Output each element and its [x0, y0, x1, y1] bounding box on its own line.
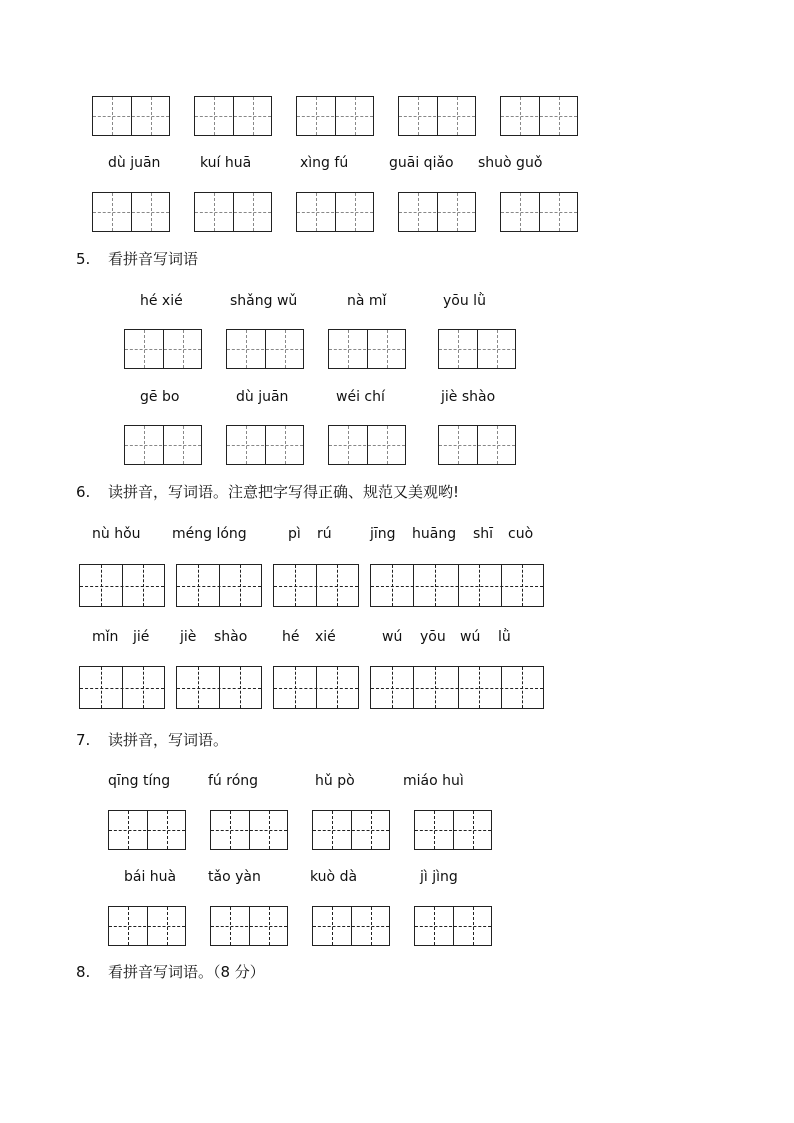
- question-number: 8.: [76, 963, 91, 981]
- tianzige-box[interactable]: [273, 666, 359, 709]
- tianzige-box[interactable]: [398, 96, 476, 136]
- question-prompt: 看拼音写词语: [108, 250, 199, 268]
- tianzige-box[interactable]: [296, 96, 374, 136]
- pinyin-label: pì: [288, 526, 301, 542]
- tianzige-box[interactable]: [124, 425, 202, 465]
- tianzige-box[interactable]: [176, 666, 262, 709]
- pinyin-label: hǔ pò: [315, 773, 355, 789]
- tianzige-box[interactable]: [312, 906, 390, 946]
- pinyin-label: nà mǐ: [347, 293, 387, 309]
- pinyin-label: dù juān: [236, 389, 289, 405]
- tianzige-box[interactable]: [194, 96, 272, 136]
- tianzige-box[interactable]: [414, 906, 492, 946]
- question-prompt: 读拼音，写词语。注意把字写得正确、规范又美观哟!: [108, 483, 460, 501]
- question-prompt: 看拼音写词语。（8 分）: [108, 963, 265, 981]
- tianzige-box[interactable]: [79, 564, 165, 607]
- pinyin-label: wú: [382, 629, 403, 645]
- question-7-heading: [76, 731, 228, 749]
- tianzige-box[interactable]: [438, 329, 516, 369]
- pinyin-label: wéi chí: [336, 389, 385, 405]
- tianzige-box[interactable]: [226, 425, 304, 465]
- tianzige-box[interactable]: [210, 810, 288, 850]
- tianzige-box[interactable]: [194, 192, 272, 232]
- tianzige-box[interactable]: [273, 564, 359, 607]
- pinyin-label: jīng: [370, 526, 396, 542]
- pinyin-label: kuí huā: [200, 155, 252, 171]
- tianzige-box[interactable]: [108, 810, 186, 850]
- pinyin-label: qīng tíng: [108, 773, 171, 789]
- pinyin-label: mǐn: [92, 629, 119, 645]
- tianzige-box[interactable]: [226, 329, 304, 369]
- tianzige-box[interactable]: [92, 192, 170, 232]
- question-6-heading: [76, 483, 459, 501]
- tianzige-box[interactable]: [210, 906, 288, 946]
- tianzige-box[interactable]: [370, 666, 544, 709]
- pinyin-label: fú róng: [208, 773, 259, 789]
- tianzige-box[interactable]: [328, 329, 406, 369]
- pinyin-label: nù hǒu: [92, 526, 141, 542]
- pinyin-label: bái huà: [124, 869, 177, 885]
- question-number: 6.: [76, 483, 91, 501]
- tianzige-box[interactable]: [370, 564, 544, 607]
- tianzige-box[interactable]: [108, 906, 186, 946]
- question-number: 5.: [76, 250, 91, 268]
- tianzige-box[interactable]: [398, 192, 476, 232]
- pinyin-label: xié: [315, 629, 336, 645]
- pinyin-label: jì jìng: [420, 869, 458, 885]
- tianzige-box[interactable]: [500, 192, 578, 232]
- pinyin-label: jiè: [180, 629, 197, 645]
- tianzige-box[interactable]: [438, 425, 516, 465]
- question-prompt: 读拼音，写词语。: [108, 731, 229, 749]
- tianzige-box[interactable]: [500, 96, 578, 136]
- pinyin-label: kuò dà: [310, 869, 358, 885]
- tianzige-box[interactable]: [414, 810, 492, 850]
- pinyin-label: shuò guǒ: [478, 155, 543, 171]
- tianzige-box[interactable]: [79, 666, 165, 709]
- pinyin-label: lǜ: [498, 629, 511, 645]
- pinyin-label: miáo huì: [403, 773, 464, 789]
- pinyin-label: jiè shào: [441, 389, 496, 405]
- pinyin-label: méng lóng: [172, 526, 247, 542]
- tianzige-box[interactable]: [296, 192, 374, 232]
- tianzige-box[interactable]: [92, 96, 170, 136]
- question-5-heading: [76, 250, 198, 268]
- pinyin-label: rú: [317, 526, 332, 542]
- tianzige-box[interactable]: [176, 564, 262, 607]
- pinyin-label: dù juān: [108, 155, 161, 171]
- pinyin-label: jié: [133, 629, 150, 645]
- pinyin-label: yōu: [420, 629, 446, 645]
- pinyin-label: huāng: [412, 526, 457, 542]
- pinyin-label: shī: [473, 526, 494, 542]
- pinyin-label: wú: [460, 629, 481, 645]
- pinyin-label: hé xié: [140, 293, 183, 309]
- question-8-heading: [76, 963, 265, 981]
- pinyin-label: tǎo yàn: [208, 869, 261, 885]
- pinyin-label: hé: [282, 629, 300, 645]
- tianzige-box[interactable]: [328, 425, 406, 465]
- pinyin-label: shào: [214, 629, 248, 645]
- pinyin-label: yōu lǜ: [443, 293, 486, 309]
- pinyin-label: guāi qiǎo: [389, 155, 454, 171]
- pinyin-label: cuò: [508, 526, 534, 542]
- question-number: 7.: [76, 731, 91, 749]
- pinyin-label: shǎng wǔ: [230, 293, 298, 309]
- pinyin-label: gē bo: [140, 389, 180, 405]
- tianzige-box[interactable]: [312, 810, 390, 850]
- pinyin-label: xìng fú: [300, 155, 349, 171]
- tianzige-box[interactable]: [124, 329, 202, 369]
